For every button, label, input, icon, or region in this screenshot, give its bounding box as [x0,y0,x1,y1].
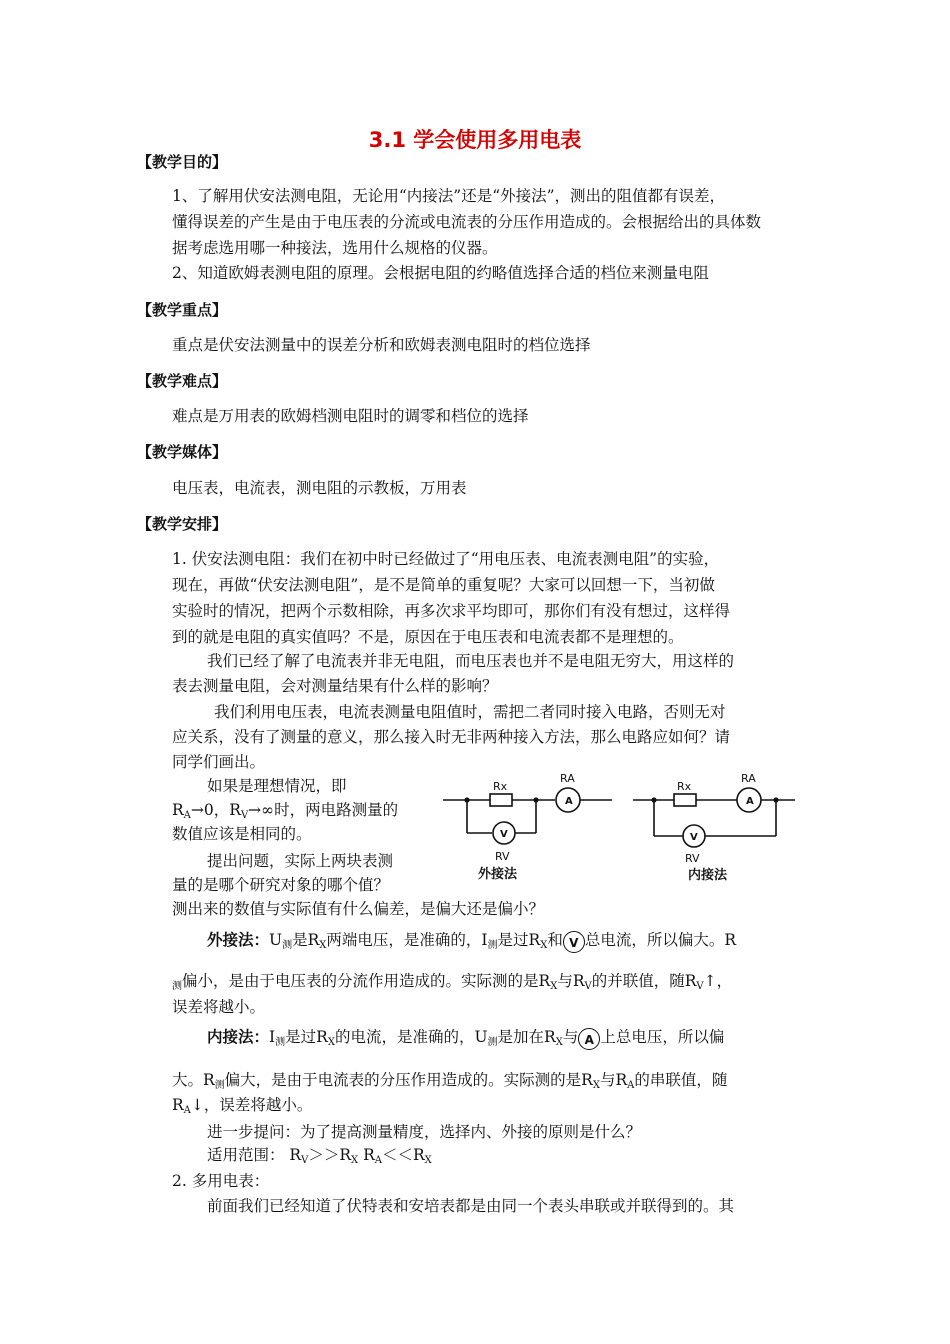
plan-line: 到的就是电阻的真实值吗？不是，原因在于电压表和电流表都不是理想的。 [172,628,684,646]
meter-a-outer: A [565,796,573,807]
sub-x: X [351,1155,359,1166]
sub-x: X [550,981,558,992]
int-text: I [269,1028,276,1046]
goal-line: 懂得误差的产生是由于电压表的分流或电流表的分压作用造成的。会根据给出的具体数 [172,213,762,231]
ideal-line: 数值应该是相同的。 [172,825,312,843]
rx-label-inner: Rx [677,780,692,793]
question-line: 提出问题，实际上两块表测 [207,852,394,870]
rx-label-outer: Rx [493,780,508,793]
sub-a: A [183,810,191,821]
int-text: 上总电压，所以偏 [600,1028,725,1046]
ra-label-inner: RA [741,772,756,785]
ext-text: 两端电压，是准确的，I [326,931,488,949]
sub-ce: 测 [172,981,182,992]
voltmeter-symbol: V [563,931,585,953]
int-text: ↓，误差将越小。 [190,1096,313,1114]
ideal-line: 如果是理想情况，即 [207,777,347,795]
ext-text: 和 [547,931,563,949]
rx-resistor-inner [674,794,696,806]
sub-ce: 测 [282,940,293,951]
sub-x: X [555,1037,563,1048]
int-text: 偏大，是由于电流表的分压作用造成的。实际测的是R [224,1071,593,1089]
sub-x: X [592,1080,600,1091]
range-line [207,1144,432,1172]
ideal-text: →0，R [190,801,241,819]
ext-text: 是R [292,931,320,949]
range-text: ＞＞R [308,1146,352,1164]
int-text: 的串联值，随 [634,1071,728,1089]
sub-ce: 测 [214,1080,225,1091]
outer-method-label: 外接法 [478,867,518,882]
media-text: 电压表，电流表，测电阻的示教板，万用表 [172,479,467,497]
sub-x: X [424,1155,432,1166]
ammeter-symbol: A [578,1028,600,1050]
ext-line [172,970,732,998]
question-line: 量的是哪个研究对象的哪个值？ [172,876,390,894]
int-text: R [172,1096,184,1114]
plan-line: 现在，再做“伏安法测电阻”，是不是简单的重复呢？大家可以回想一下，当初做 [172,576,715,594]
range-text: R [358,1146,375,1164]
sub-a: A [627,1080,635,1091]
plan-line: 同学们画出。 [172,753,266,771]
int-text: 是过R [285,1028,328,1046]
range-text: ＜＜R [381,1146,425,1164]
ext-text: 总电流，所以偏大。R [584,931,736,949]
plan-line: 表去测量电阻，会对测量结果有什么样的影响？ [172,677,498,695]
circuit-diagrams [440,766,800,886]
ext-text: 与R [557,972,585,990]
sub-a: A [183,1105,191,1116]
plan-line: 实验时的情况，把两个示数相除，再多次求平均即可，那你们有没有想过，这样得 [172,602,731,620]
ra-label-outer: RA [560,772,575,785]
further-question: 进一步提问：为了提高测量精度，选择内、外接的原则是什么？ [207,1123,642,1141]
goal-line: 1、了解用伏安法测电阻，无论用“内接法”还是“外接法”，测出的阻值都有误差， [172,187,726,205]
goal-line: 据考虑选用哪一种接法，选用什么规格的仪器。 [172,239,498,257]
sub-ce: 测 [487,1037,498,1048]
int-text: 与 [562,1028,579,1046]
plan-line: 我们已经了解了电流表并非无电阻，而电压表也并不是电阻无穷大，用这样的 [207,652,735,670]
ideal-line: $R_A\to 0$，$R_V\to\infty$时，两电路测量的 [172,801,399,821]
sub-ce: 测 [275,1037,286,1048]
sub-x: X [540,940,548,951]
plan-line: 前面我们已经知道了伏特表和安培表都是由同一个表头串联或并联得到的。其 [207,1197,735,1215]
range-text: 适用范围： R [207,1146,302,1164]
int-line [172,1094,312,1122]
ext-text: U [269,931,283,949]
ext-text: 偏小，是由于电压表的分流作用造成的。实际测的是R [182,972,551,990]
question-line: 测出来的数值与实际值有什么偏差，是偏大还是偏小？ [172,900,545,918]
goal-line: 2、知道欧姆表测电阻的原理。会根据电阻的约略值选择合适的档位来测量电阻 [172,264,709,282]
meter-a-inner: A [746,796,754,807]
key-heading: 【教学重点】 [137,301,228,319]
ext-label: 外接法： [207,931,270,949]
ext-text: ↑， [703,972,733,990]
sub-ce: 测 [487,940,498,951]
key-text: 重点是伏安法测量中的误差分析和欧姆表测电阻时的档位选择 [172,336,591,354]
sub-a: A [374,1155,382,1166]
plan-line: 1. 伏安法测电阻：我们在初中时已经做过了“用电压表、电流表测电阻”的实验， [172,550,720,568]
ext-line: 误差将越小。 [172,998,266,1016]
int-text: 是加在R [497,1028,556,1046]
inner-method-label: 内接法 [688,868,728,883]
ext-line [207,929,736,957]
sub-x: X [319,940,327,951]
rx-resistor-outer [490,794,512,806]
meter-v-outer: V [500,829,508,840]
ideal-text: →∞时，两电路测量的 [248,801,399,819]
rv-label-outer: RV [495,850,510,863]
int-text: 的电流，是准确的，U [334,1028,488,1046]
int-text: 大。R [172,1071,215,1089]
sub-v: V [696,981,704,992]
plan-line: 2. 多用电表： [172,1172,270,1190]
sub-v: V [301,1155,309,1166]
page-title: 3.1 学会使用多用电表 [368,128,582,152]
goal-heading: 【教学目的】 [137,153,228,171]
ext-text: 的并联值，随R [591,972,697,990]
int-line [172,1069,727,1097]
difficulty-heading: 【教学难点】 [137,372,228,390]
plan-heading: 【教学安排】 [137,515,228,533]
plan-line: 我们利用电压表，电流表测量电阻值时，需把二者同时接入电路，否则无对 [214,703,726,721]
meter-v-inner: V [690,832,698,843]
sub-x: X [327,1037,335,1048]
int-label: 内接法： [207,1028,270,1046]
int-line [207,1026,724,1054]
sub-v: V [240,810,249,821]
difficulty-text: 难点是万用表的欧姆档测电阻时的调零和档位的选择 [172,407,529,425]
rv-label-inner: RV [685,852,700,865]
int-text: 与R [599,1071,628,1089]
plan-line: 应关系，没有了测量的意义，那么接入时无非两种接入方法，那么电路应如何？请 [172,728,731,746]
sub-v: V [584,981,592,992]
ext-text: 是过R [497,931,541,949]
media-heading: 【教学媒体】 [137,443,228,461]
